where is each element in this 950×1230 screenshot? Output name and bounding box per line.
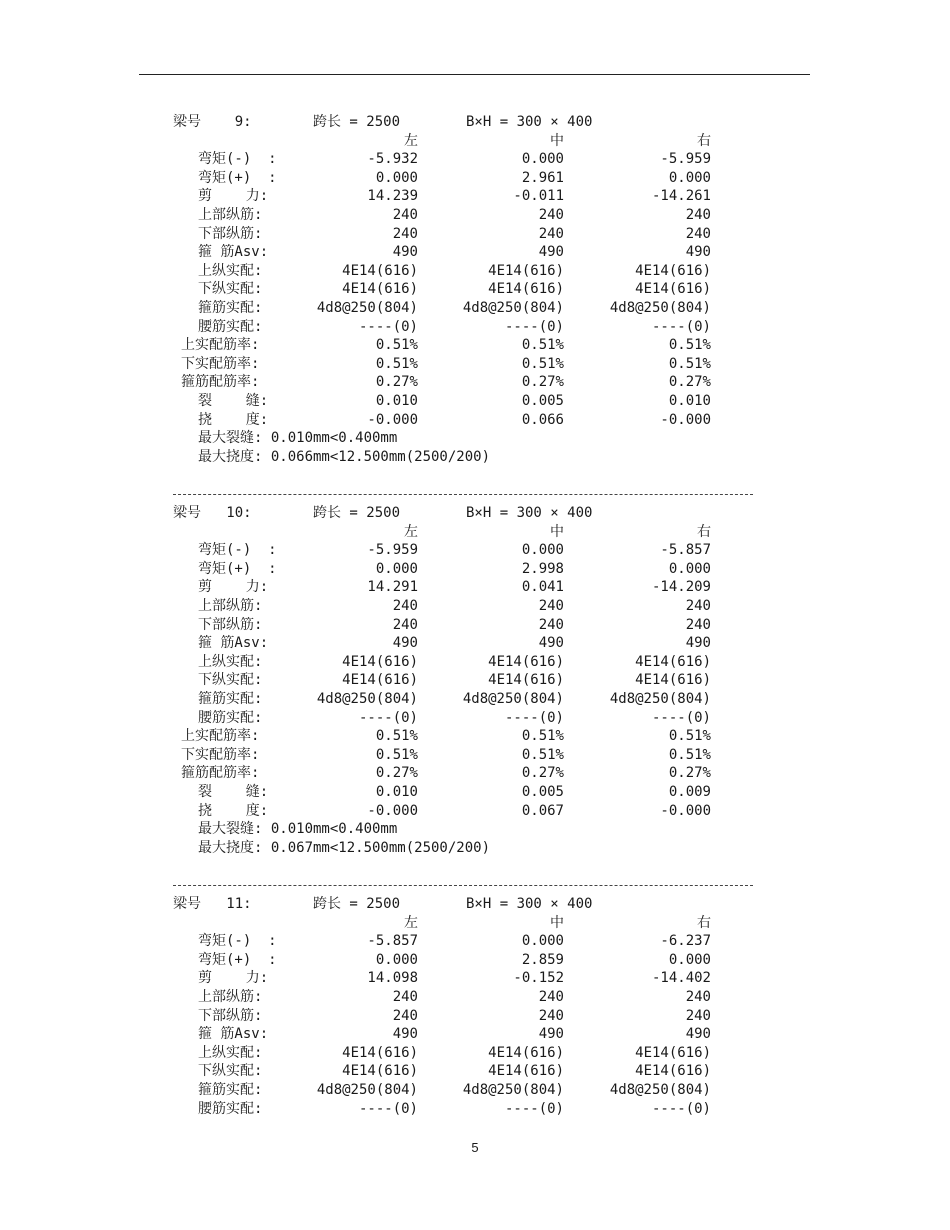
cell-mid: 0.27% xyxy=(521,374,564,391)
cell-left: 4E14(616) xyxy=(342,1044,418,1061)
cell-right: -0.000 xyxy=(660,802,711,819)
cell-mid: ----(0) xyxy=(504,1100,564,1117)
section-separator xyxy=(173,885,753,886)
beam-title: 梁号 9: xyxy=(173,114,252,130)
cell-right: 0.000 xyxy=(668,169,711,186)
cell-left: 14.098 xyxy=(367,970,418,987)
column-header-left: 左 xyxy=(404,523,418,540)
row-label: 箍筋实配: xyxy=(198,1082,263,1098)
column-header-left: 左 xyxy=(404,914,418,931)
cell-left: 0.27% xyxy=(375,374,418,391)
column-header-right: 右 xyxy=(697,132,711,149)
max-crack-summary: 最大裂缝: 0.010mm<0.400mm xyxy=(198,430,398,447)
cell-left: 0.010 xyxy=(375,393,418,409)
cell-right: 0.000 xyxy=(668,560,711,577)
cell-right: 0.000 xyxy=(668,951,711,968)
row-label: 弯矩(+) : xyxy=(198,951,277,968)
cell-left: ----(0) xyxy=(358,709,418,726)
beam-span: 跨长 = 2500 xyxy=(313,114,401,130)
column-header-mid: 中 xyxy=(550,914,564,931)
cell-left: 4E14(616) xyxy=(342,672,418,689)
cell-mid: 240 xyxy=(538,989,564,1005)
cell-right: -0.000 xyxy=(660,411,711,428)
cell-left: 4E14(616) xyxy=(342,1063,418,1080)
cell-right: ----(0) xyxy=(651,709,711,726)
cell-right: 490 xyxy=(685,244,711,261)
cell-right: 4E14(616) xyxy=(635,281,711,298)
cell-right: 0.51% xyxy=(668,728,711,745)
cell-left: 14.239 xyxy=(367,188,418,205)
column-header-mid: 中 xyxy=(550,132,564,149)
beam-span: 跨长 = 2500 xyxy=(313,505,401,521)
cell-right: 240 xyxy=(685,1007,711,1024)
row-label: 挠 度: xyxy=(198,411,269,428)
cell-mid: 2.961 xyxy=(521,169,564,186)
row-label: 弯矩(-) : xyxy=(198,933,277,950)
section-separator xyxy=(173,494,753,495)
row-label: 箍 筋Asv: xyxy=(198,244,269,261)
cell-mid: -0.011 xyxy=(513,188,564,205)
row-label: 弯矩(+) : xyxy=(198,560,277,577)
cell-mid: ----(0) xyxy=(504,318,564,335)
row-label: 腰筋实配: xyxy=(198,1100,263,1117)
cell-left: -0.000 xyxy=(367,802,418,819)
cell-mid: 240 xyxy=(538,1007,564,1024)
cell-mid: 490 xyxy=(538,1026,564,1043)
row-label: 下部纵筋: xyxy=(198,616,263,633)
cell-right: 4d8@250(804) xyxy=(609,300,711,316)
cell-left: 4E14(616) xyxy=(342,653,418,670)
cell-right: -5.857 xyxy=(660,542,711,559)
cell-right: 240 xyxy=(685,616,711,633)
cell-right: 4E14(616) xyxy=(635,262,711,279)
cell-left: -5.932 xyxy=(367,151,418,168)
cell-right: 0.27% xyxy=(668,765,711,782)
cell-mid: 0.51% xyxy=(521,355,564,372)
cell-right: 240 xyxy=(685,989,711,1005)
cell-left: 4d8@250(804) xyxy=(316,691,418,707)
cell-left: ----(0) xyxy=(358,318,418,335)
row-label: 腰筋实配: xyxy=(198,318,263,335)
cell-right: -14.209 xyxy=(651,579,711,596)
cell-mid: 0.51% xyxy=(521,337,564,354)
cell-left: 0.51% xyxy=(375,746,418,763)
row-label: 下实配筋率: xyxy=(181,355,260,372)
cell-right: 240 xyxy=(685,207,711,223)
cell-left: 0.010 xyxy=(375,784,418,800)
row-label: 上纵实配: xyxy=(198,1044,263,1061)
row-label: 下实配筋率: xyxy=(181,746,260,763)
cell-left: 490 xyxy=(392,244,418,261)
cell-right: 0.010 xyxy=(668,393,711,409)
row-label: 剪 力: xyxy=(198,579,269,596)
row-label: 上部纵筋: xyxy=(198,207,263,223)
row-label: 上纵实配: xyxy=(198,262,263,279)
cell-right: -5.959 xyxy=(660,151,711,168)
cell-mid: 0.005 xyxy=(521,393,564,409)
row-label: 裂 缝: xyxy=(198,784,269,800)
cell-right: 4E14(616) xyxy=(635,672,711,689)
cell-left: 240 xyxy=(392,207,418,223)
row-label: 下纵实配: xyxy=(198,281,263,298)
cell-right: -14.402 xyxy=(651,970,711,987)
cell-mid: 0.000 xyxy=(521,151,564,168)
cell-right: 0.27% xyxy=(668,374,711,391)
cell-left: 0.51% xyxy=(375,337,418,354)
row-label: 下纵实配: xyxy=(198,672,263,689)
cell-right: 4E14(616) xyxy=(635,653,711,670)
row-label: 腰筋实配: xyxy=(198,709,263,726)
row-label: 挠 度: xyxy=(198,802,269,819)
cell-mid: 0.000 xyxy=(521,933,564,950)
cell-left: 4d8@250(804) xyxy=(316,300,418,316)
cell-left: 0.000 xyxy=(375,951,418,968)
beam-title: 梁号 11: xyxy=(173,896,252,912)
cell-mid: 490 xyxy=(538,635,564,652)
row-label: 上实配筋率: xyxy=(181,337,260,354)
cell-right: 240 xyxy=(685,225,711,242)
row-label: 下部纵筋: xyxy=(198,1007,263,1024)
cell-left: 0.51% xyxy=(375,728,418,745)
cell-mid: 0.067 xyxy=(521,802,564,819)
cell-left: 4d8@250(804) xyxy=(316,1082,418,1098)
cell-mid: 0.51% xyxy=(521,746,564,763)
row-label: 箍筋实配: xyxy=(198,300,263,316)
cell-left: -5.959 xyxy=(367,542,418,559)
beam-span: 跨长 = 2500 xyxy=(313,896,401,912)
cell-mid: 0.000 xyxy=(521,542,564,559)
cell-mid: 4E14(616) xyxy=(488,1044,564,1061)
max-deflection-summary: 最大挠度: 0.066mm<12.500mm(2500/200) xyxy=(198,448,491,465)
cell-left: 240 xyxy=(392,1007,418,1024)
cell-left: 240 xyxy=(392,598,418,614)
beam-section-size: B×H = 300 × 400 xyxy=(466,505,593,521)
cell-mid: 4d8@250(804) xyxy=(462,300,564,316)
row-label: 下纵实配: xyxy=(198,1063,263,1080)
row-label: 下部纵筋: xyxy=(198,225,263,242)
row-label: 剪 力: xyxy=(198,188,269,205)
cell-right: 240 xyxy=(685,598,711,614)
cell-mid: 240 xyxy=(538,616,564,633)
cell-mid: 0.066 xyxy=(521,411,564,428)
cell-right: 490 xyxy=(685,1026,711,1043)
cell-right: 0.51% xyxy=(668,337,711,354)
cell-mid: 2.859 xyxy=(521,951,564,968)
cell-right: ----(0) xyxy=(651,1100,711,1117)
cell-left: 240 xyxy=(392,989,418,1005)
cell-left: 490 xyxy=(392,635,418,652)
column-header-left: 左 xyxy=(404,132,418,149)
cell-right: -6.237 xyxy=(660,933,711,950)
cell-right: 490 xyxy=(685,635,711,652)
cell-mid: 4E14(616) xyxy=(488,1063,564,1080)
cell-mid: 4E14(616) xyxy=(488,281,564,298)
cell-left: 4E14(616) xyxy=(342,281,418,298)
cell-mid: 0.041 xyxy=(521,579,564,596)
cell-right: 0.51% xyxy=(668,355,711,372)
cell-left: 14.291 xyxy=(367,579,418,596)
cell-right: 0.009 xyxy=(668,784,711,800)
cell-mid: 4d8@250(804) xyxy=(462,1082,564,1098)
cell-left: 0.51% xyxy=(375,355,418,372)
cell-left: ----(0) xyxy=(358,1100,418,1117)
row-label: 上部纵筋: xyxy=(198,989,263,1005)
cell-mid: 240 xyxy=(538,207,564,223)
cell-right: ----(0) xyxy=(651,318,711,335)
cell-mid: ----(0) xyxy=(504,709,564,726)
beam-section-size: B×H = 300 × 400 xyxy=(466,896,593,912)
cell-mid: 4d8@250(804) xyxy=(462,691,564,707)
cell-mid: -0.152 xyxy=(513,970,564,987)
cell-mid: 490 xyxy=(538,244,564,261)
cell-mid: 4E14(616) xyxy=(488,653,564,670)
cell-mid: 2.998 xyxy=(521,560,564,577)
cell-left: 0.000 xyxy=(375,169,418,186)
max-crack-summary: 最大裂缝: 0.010mm<0.400mm xyxy=(198,821,398,838)
cell-left: 240 xyxy=(392,616,418,633)
cell-mid: 240 xyxy=(538,225,564,242)
cell-left: 0.000 xyxy=(375,560,418,577)
row-label: 箍 筋Asv: xyxy=(198,635,269,652)
cell-mid: 240 xyxy=(538,598,564,614)
beam-section-size: B×H = 300 × 400 xyxy=(466,114,593,130)
beam-title: 梁号 10: xyxy=(173,505,252,521)
cell-mid: 0.27% xyxy=(521,765,564,782)
cell-right: 4E14(616) xyxy=(635,1044,711,1061)
cell-mid: 4E14(616) xyxy=(488,672,564,689)
cell-right: 4d8@250(804) xyxy=(609,1082,711,1098)
row-label: 箍筋配筋率: xyxy=(181,374,260,391)
row-label: 剪 力: xyxy=(198,970,269,987)
cell-mid: 0.51% xyxy=(521,728,564,745)
cell-left: 490 xyxy=(392,1026,418,1043)
page-number: 5 xyxy=(471,1140,479,1155)
cell-left: 240 xyxy=(392,225,418,242)
row-label: 箍筋配筋率: xyxy=(181,765,260,782)
cell-mid: 4E14(616) xyxy=(488,262,564,279)
cell-right: 4E14(616) xyxy=(635,1063,711,1080)
row-label: 弯矩(-) : xyxy=(198,151,277,168)
column-header-right: 右 xyxy=(697,523,711,540)
column-header-right: 右 xyxy=(697,914,711,931)
cell-mid: 0.005 xyxy=(521,784,564,800)
cell-right: 4d8@250(804) xyxy=(609,691,711,707)
cell-left: 4E14(616) xyxy=(342,262,418,279)
header-rule xyxy=(139,74,810,75)
cell-right: 0.51% xyxy=(668,746,711,763)
cell-left: -0.000 xyxy=(367,411,418,428)
cell-left: -5.857 xyxy=(367,933,418,950)
row-label: 上部纵筋: xyxy=(198,598,263,614)
cell-right: -14.261 xyxy=(651,188,711,205)
row-label: 上实配筋率: xyxy=(181,728,260,745)
row-label: 箍筋实配: xyxy=(198,691,263,707)
cell-left: 0.27% xyxy=(375,765,418,782)
column-header-mid: 中 xyxy=(550,523,564,540)
row-label: 箍 筋Asv: xyxy=(198,1026,269,1043)
row-label: 弯矩(-) : xyxy=(198,542,277,559)
row-label: 裂 缝: xyxy=(198,393,269,409)
row-label: 弯矩(+) : xyxy=(198,169,277,186)
row-label: 上纵实配: xyxy=(198,653,263,670)
max-deflection-summary: 最大挠度: 0.067mm<12.500mm(2500/200) xyxy=(198,839,491,856)
